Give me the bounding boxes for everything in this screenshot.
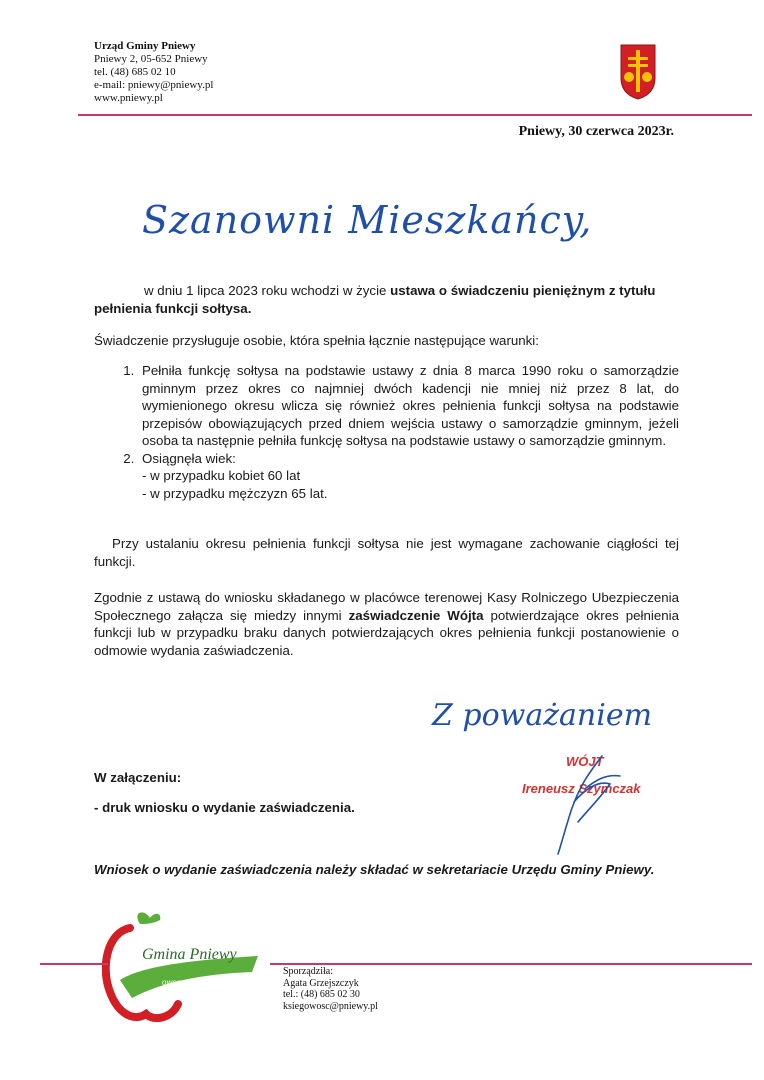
prepared-by-phone: tel.: (48) 685 02 30 [283,989,360,1000]
condition-item-2 [138,450,679,503]
attachment-paragraph [94,589,679,659]
office-name: Urząd Gminy Pniewy [94,40,196,52]
prepared-by [283,966,378,1012]
document-date: Pniewy, 30 czerwca 2023r. [518,124,674,139]
logo-title: Gmina Pniewy [142,946,237,963]
coat-of-arms-icon [620,44,656,100]
stamp-name: Ireneusz Szymczak [522,781,641,796]
footer-rule-right [270,963,752,965]
conditions-intro: Świadczenie przysługuje osobie, która spełnia łącznie następujące warunki: [94,333,539,348]
prepared-by-email: ksiegowosc@pniewy.pl [283,1000,378,1012]
attachment-certificate: zaświadczenie Wójta [348,607,484,623]
office-website: www.pniewy.pl [94,92,163,104]
intro-text: w dniu 1 lipca 2023 roku wchodzi w życie [144,283,391,298]
intro-act-title: ustawa o świadczeniu pieniężnym z tytułu pełnienia funkcji sołtysa. [94,283,656,316]
gmina-logo [102,910,262,1026]
condition-2-men: - w przypadku mężczyzn 65 lat. [142,485,328,501]
conditions-list [94,362,679,502]
apple-logo-icon [102,910,262,1026]
intro-paragraph [94,282,679,317]
logo-tagline: owocna przyszłość [162,978,230,987]
condition-2-women: - w przypadku kobiet 60 lat [142,468,301,483]
footer-rule-left [40,963,108,965]
continuity-note: Przy ustalaniu okresu pełnienia funkcji sołtysa nie jest wymagane zachowanie ciągłości tej funkcji. [94,536,679,569]
condition-1-text: Pełniła funkcję sołtysa na podstawie ustawy z dnia 8 marca 1990 roku o samorządzie gminnym przez okres co najmniej dwóch kadencji nie mniej niż przez 8 lat, do wymienionego okresu wlicza się również okres pełnienia funkcji sołtysa na podstawie przepisów obowiązujących przed dniem wejścia ustawy o samorządzie gminnym, jeżeli osoba ta następnie pełniła funkcję sołtysa na podstawie ustawy o samorządzie gminnym. [142,363,679,448]
closing-handwritten: Z poważaniem [432,698,653,733]
attachment-text-1: Zgodnie z ustawą do wniosku składanego w placówce terenowej Kasy Rolniczego Ubezpieczenia Społecznego załącza się miedzy innymi [94,590,679,623]
prepared-by-label: Sporządziła: [283,966,333,977]
greeting-handwritten: Szanowni Mieszkańcy, [142,198,593,242]
stamp-title: WÓJT [566,754,604,769]
prepared-by-name: Agata Grzejszczyk [283,977,359,989]
office-header [94,40,213,105]
office-address: Pniewy 2, 05-652 Pniewy [94,53,208,65]
office-phone: tel. (48) 685 02 10 [94,66,176,78]
enclosure-item: - druk wniosku o wydanie zaświadczenia. [94,800,355,815]
condition-2-title: 2. Osiągnęła wiek: [142,450,236,466]
submission-note: Wniosek o wydanie zaświadczenia należy składać w sekretariacie Urzędu Gminy Pniewy. [94,862,655,877]
condition-item-1 [138,362,679,450]
office-email: e-mail: pniewy@pniewy.pl [94,79,214,91]
attachment-text-2: potwierdzające okres pełnienia funkcji lub w przypadku braku danych potwierdzających okres pełnienia funkcji postanowienie o odmowie wydania zaświadczenia. [94,607,679,658]
enclosure-label: W załączeniu: [94,770,182,785]
signature-icon [540,750,630,860]
header-rule [78,114,752,116]
